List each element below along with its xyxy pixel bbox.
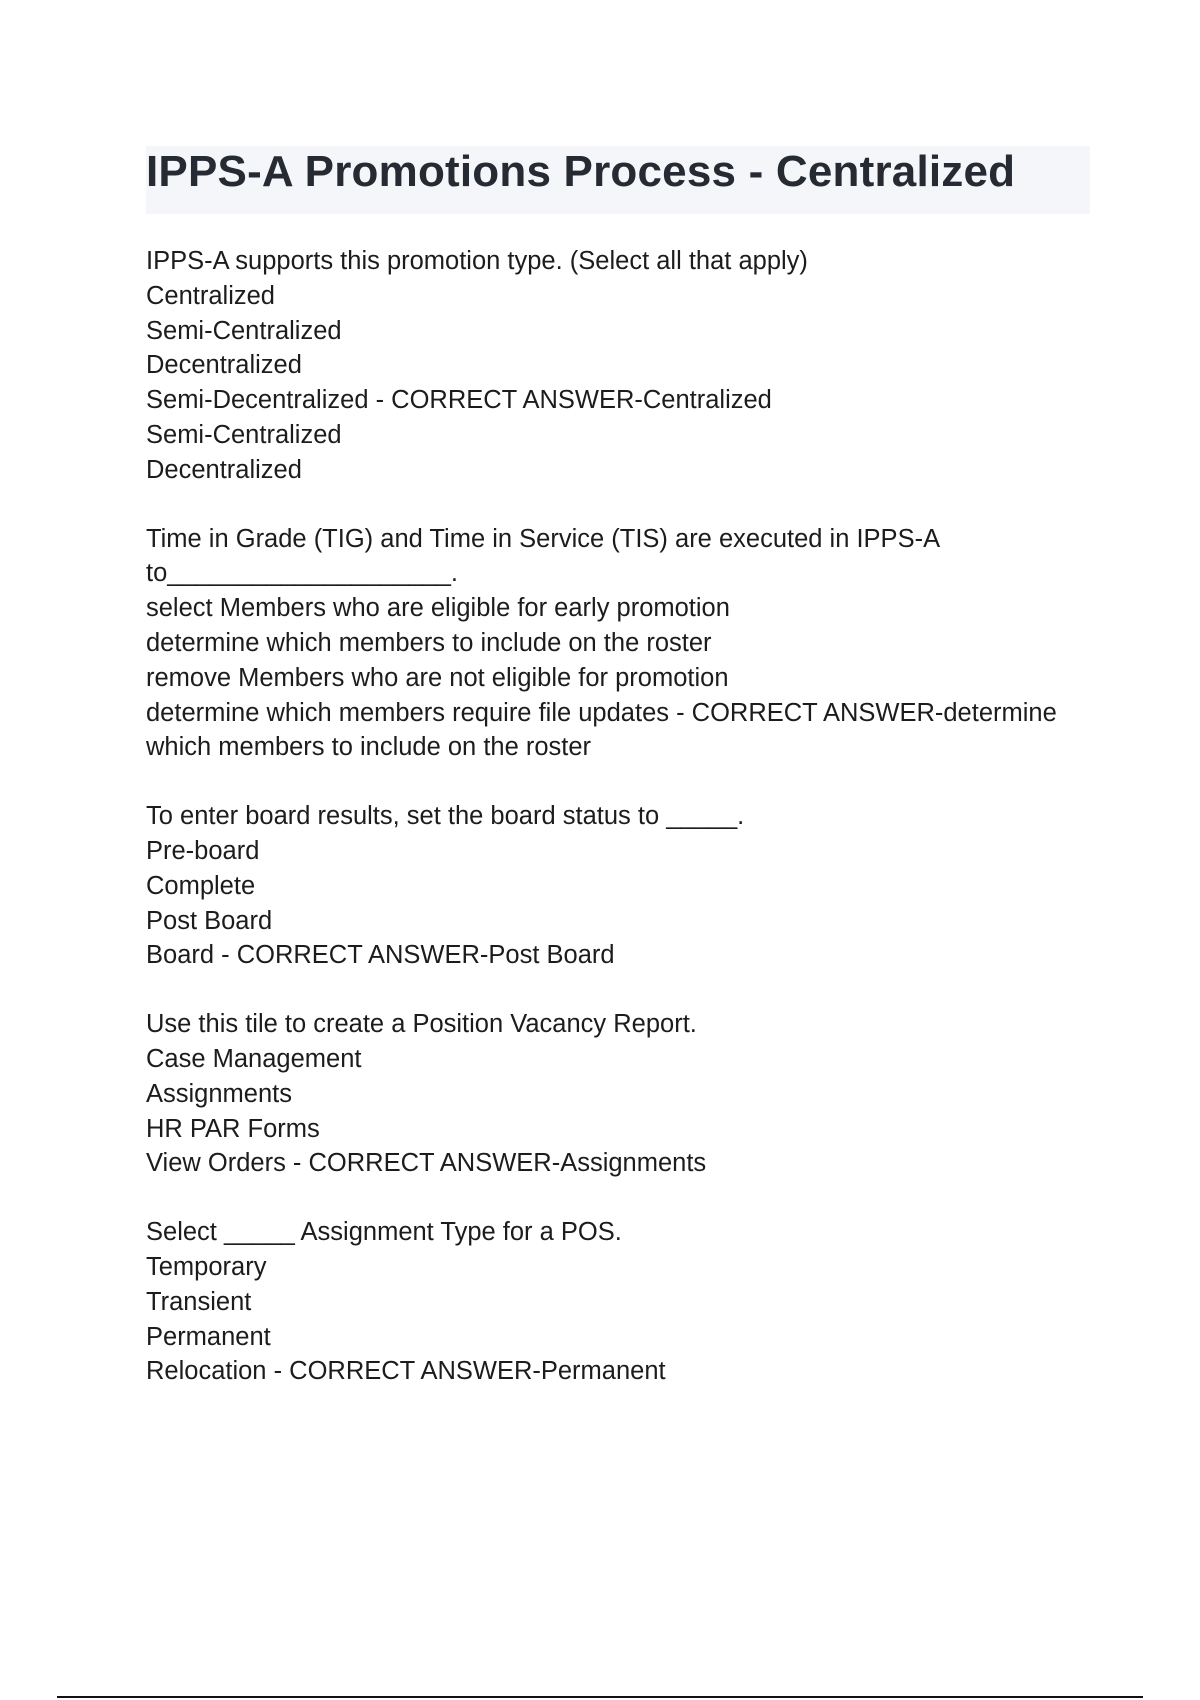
answer-option-with-correct-answer: Semi-Decentralized - CORRECT ANSWER-Centralized [146,386,772,415]
answer-option: Decentralized [146,351,302,380]
question-block-1 [146,244,1096,488]
footer-divider [57,1696,1143,1698]
answer-option-with-correct-answer: determine which members require file updates - CORRECT ANSWER-determine [146,698,1057,727]
answer-option: Post Board [146,906,273,935]
question-block-3 [146,799,1096,973]
answer-option-with-correct-answer: View Orders - CORRECT ANSWER-Assignments [146,1149,707,1178]
question-text: Use this tile to create a Position Vacancy Report. [146,1010,697,1039]
question-text: Time in Grade (TIG) and Time in Service (TIS) are executed in IPPS-A [146,524,941,553]
correct-answer-continued: Semi-Centralized [146,420,342,449]
answer-option: Assignments [146,1079,292,1108]
correct-answer-continued: which members to include on the roster [146,733,592,762]
question-block-2 [146,522,1096,766]
answer-option: select Members who are eligible for early promotion [146,594,730,623]
question-text-continued: to____________________. [146,559,458,588]
answer-option-with-correct-answer: Relocation - CORRECT ANSWER-Permanent [146,1357,666,1386]
question-text: To enter board results, set the board status to _____. [146,802,745,831]
answer-option: remove Members who are not eligible for promotion [146,663,729,692]
answer-option: Centralized [146,281,275,310]
answer-option: Complete [146,871,256,900]
answer-option: Case Management [146,1044,362,1073]
answer-option: Pre-board [146,836,260,865]
question-block-4 [146,1007,1096,1181]
correct-answer-continued: Decentralized [146,455,302,484]
question-text: IPPS-A supports this promotion type. (Select all that apply) [146,247,808,275]
answer-option: Temporary [146,1252,267,1281]
page-title: IPPS-A Promotions Process - Centralized [146,147,1016,196]
question-block-5 [146,1215,1096,1389]
answer-option: Permanent [146,1322,271,1351]
question-text: Select _____ Assignment Type for a POS. [146,1218,622,1247]
answer-option: HR PAR Forms [146,1114,320,1143]
answer-option: Semi-Centralized [146,316,342,345]
document-body [146,244,1096,1423]
answer-option-with-correct-answer: Board - CORRECT ANSWER-Post Board [146,941,615,970]
answer-option: Transient [146,1287,252,1316]
answer-option: determine which members to include on the roster [146,628,712,657]
